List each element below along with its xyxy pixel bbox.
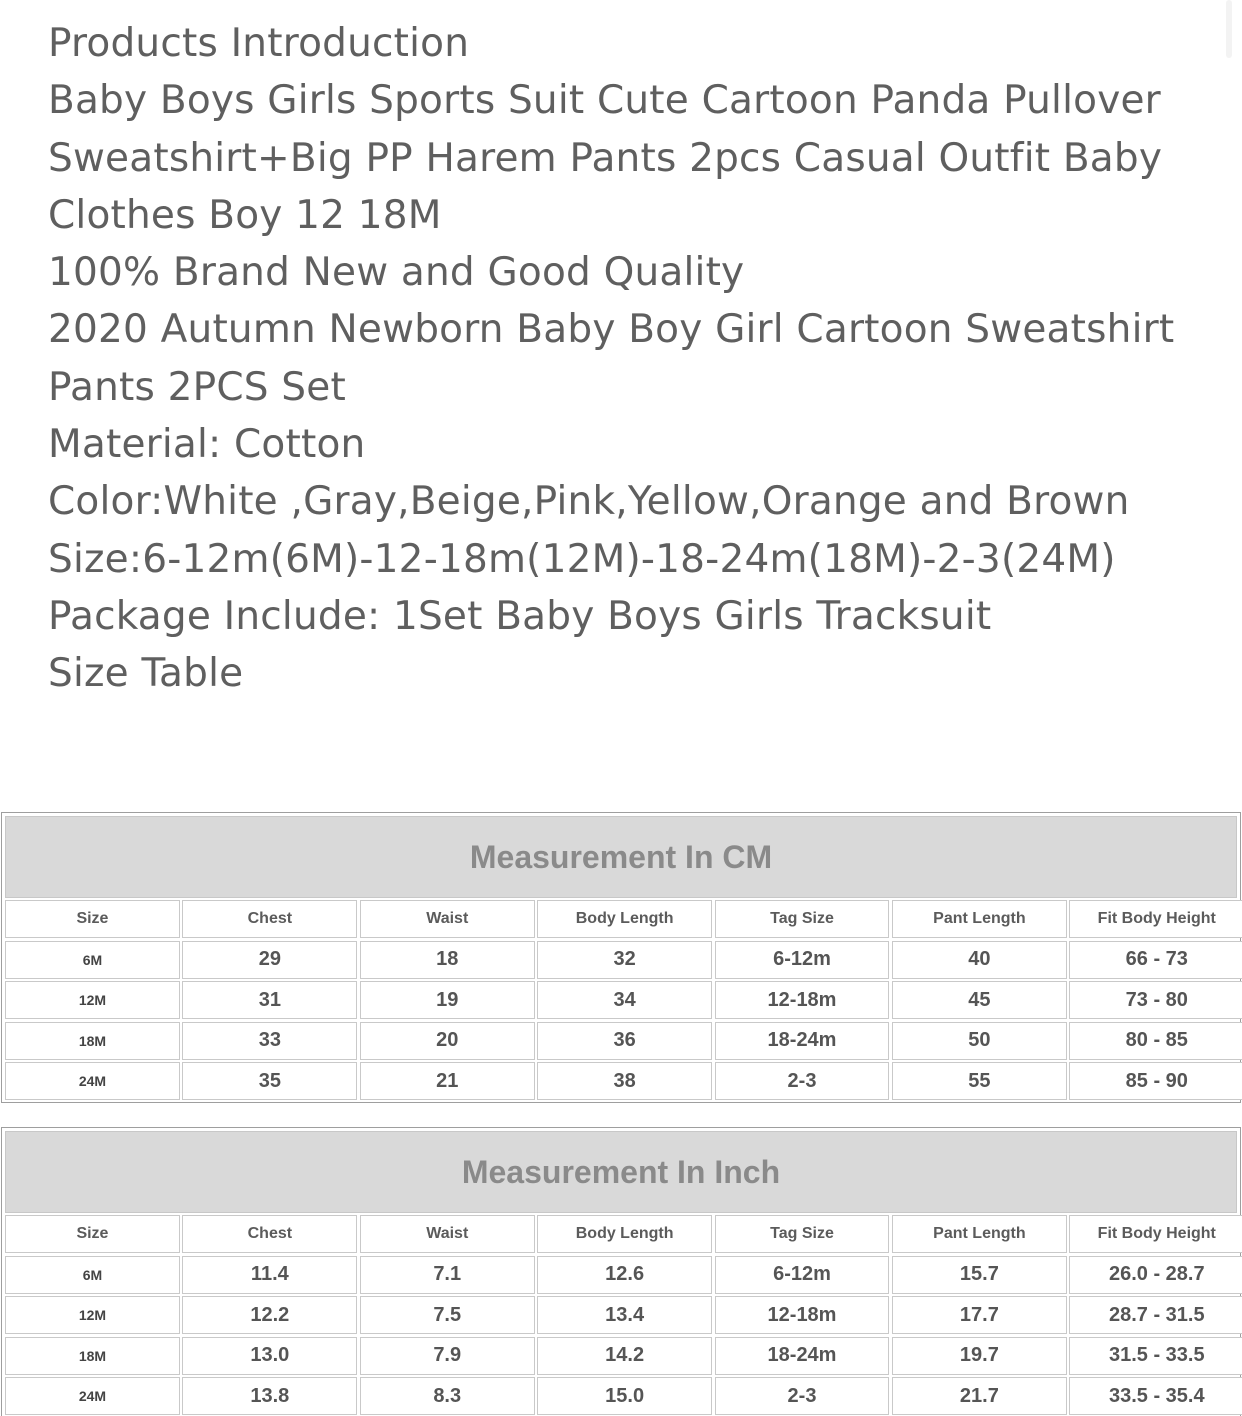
table-cell-waist: 7.5 [360, 1296, 535, 1334]
table-cell-body-length: 38 [537, 1062, 712, 1100]
column-header-fit-body-height: Fit Body Height [1069, 1215, 1242, 1253]
table-cell-tag-size: 6-12m [715, 1256, 890, 1294]
table-cell-waist: 7.9 [360, 1337, 535, 1375]
column-header-body-length: Body Length [537, 1215, 712, 1253]
table-cell-fit-body-height: 85 - 90 [1069, 1062, 1242, 1100]
column-header-fit-body-height: Fit Body Height [1069, 900, 1242, 938]
product-title-line: Baby Boys Girls Sports Suit Cute Cartoon Panda Pullover [48, 78, 1161, 124]
table-cell-tag-size: 12-18m [715, 1296, 890, 1334]
package-line: Package Include: 1Set Baby Boys Girls Tracksuit [48, 593, 992, 639]
table-cell-body-length: 12.6 [537, 1256, 712, 1294]
table-cell-pant-length: 55 [892, 1062, 1067, 1100]
table-cell-chest: 11.4 [182, 1256, 357, 1294]
size-table-cm [1, 812, 1241, 1103]
table-cell-waist: 19 [360, 981, 535, 1019]
intro-heading: Products Introduction [48, 21, 470, 66]
table-cell-fit-body-height: 73 - 80 [1069, 981, 1242, 1019]
table-grid [5, 900, 1242, 1100]
color-line: Color:White ,Gray,Beige,Pink,Yellow,Orange and Brown [48, 479, 1130, 525]
table-cell-body-length: 14.2 [537, 1337, 712, 1375]
column-header-tag-size: Tag Size [715, 900, 890, 938]
table-cell-waist: 8.3 [360, 1377, 535, 1415]
table-cell-fit-body-height: 26.0 - 28.7 [1069, 1256, 1242, 1294]
column-header-tag-size: Tag Size [715, 1215, 890, 1253]
table-cell-chest: 31 [182, 981, 357, 1019]
table-cell-fit-body-height: 31.5 - 33.5 [1069, 1337, 1242, 1375]
table-cell-waist: 20 [360, 1022, 535, 1060]
table-cell-body-length: 34 [537, 981, 712, 1019]
product-title-line: Clothes Boy 12 18M [48, 192, 442, 238]
material-line: Material: Cotton [48, 422, 366, 468]
table-cell-chest: 13.8 [182, 1377, 357, 1415]
row-size-label: 12M [5, 981, 180, 1019]
row-size-label: 6M [5, 941, 180, 979]
table-cell-chest: 13.0 [182, 1337, 357, 1375]
row-size-label: 24M [5, 1062, 180, 1100]
quality-line: 100% Brand New and Good Quality [48, 250, 745, 296]
table-cell-pant-length: 17.7 [892, 1296, 1067, 1334]
season-line: Pants 2PCS Set [48, 364, 346, 410]
table-cell-fit-body-height: 80 - 85 [1069, 1022, 1242, 1060]
row-size-label: 18M [5, 1337, 180, 1375]
table-title: Measurement In Inch [5, 1131, 1237, 1213]
size-table-heading: Size Table [48, 651, 244, 697]
season-line: 2020 Autumn Newborn Baby Boy Girl Cartoon Sweatshirt [48, 307, 1175, 353]
column-header-pant-length: Pant Length [892, 1215, 1067, 1253]
table-cell-tag-size: 18-24m [715, 1022, 890, 1060]
table-cell-pant-length: 21.7 [892, 1377, 1067, 1415]
table-cell-chest: 29 [182, 941, 357, 979]
scrollbar-thumb[interactable] [1226, 0, 1232, 58]
table-cell-body-length: 36 [537, 1022, 712, 1060]
table-cell-tag-size: 2-3 [715, 1062, 890, 1100]
row-size-label: 24M [5, 1377, 180, 1415]
table-cell-waist: 18 [360, 941, 535, 979]
row-size-label: 6M [5, 1256, 180, 1294]
table-cell-pant-length: 15.7 [892, 1256, 1067, 1294]
table-cell-fit-body-height: 33.5 - 35.4 [1069, 1377, 1242, 1415]
table-cell-chest: 33 [182, 1022, 357, 1060]
product-title-line: Sweatshirt+Big PP Harem Pants 2pcs Casual Outfit Baby [48, 135, 1163, 181]
column-header-body-length: Body Length [537, 900, 712, 938]
column-header-chest: Chest [182, 900, 357, 938]
column-header-size: Size [5, 900, 180, 938]
column-header-waist: Waist [360, 900, 535, 938]
table-cell-body-length: 15.0 [537, 1377, 712, 1415]
table-cell-chest: 35 [182, 1062, 357, 1100]
row-size-label: 12M [5, 1296, 180, 1334]
column-header-waist: Waist [360, 1215, 535, 1253]
size-line: Size:6-12m(6M)-12-18m(12M)-18-24m(18M)-2-3(24M) [48, 536, 1116, 582]
table-cell-pant-length: 45 [892, 981, 1067, 1019]
table-cell-pant-length: 40 [892, 941, 1067, 979]
row-size-label: 18M [5, 1022, 180, 1060]
table-grid [5, 1215, 1242, 1415]
table-cell-fit-body-height: 28.7 - 31.5 [1069, 1296, 1242, 1334]
size-table-inch [1, 1127, 1241, 1416]
column-header-pant-length: Pant Length [892, 900, 1067, 938]
table-cell-tag-size: 18-24m [715, 1337, 890, 1375]
table-cell-tag-size: 6-12m [715, 941, 890, 979]
column-header-size: Size [5, 1215, 180, 1253]
table-cell-pant-length: 19.7 [892, 1337, 1067, 1375]
table-cell-pant-length: 50 [892, 1022, 1067, 1060]
product-description [48, 15, 1218, 703]
table-cell-chest: 12.2 [182, 1296, 357, 1334]
table-cell-waist: 7.1 [360, 1256, 535, 1294]
table-title: Measurement In CM [5, 816, 1237, 898]
column-header-chest: Chest [182, 1215, 357, 1253]
table-cell-body-length: 13.4 [537, 1296, 712, 1334]
table-cell-tag-size: 12-18m [715, 981, 890, 1019]
table-cell-fit-body-height: 66 - 73 [1069, 941, 1242, 979]
table-cell-waist: 21 [360, 1062, 535, 1100]
table-cell-body-length: 32 [537, 941, 712, 979]
table-cell-tag-size: 2-3 [715, 1377, 890, 1415]
